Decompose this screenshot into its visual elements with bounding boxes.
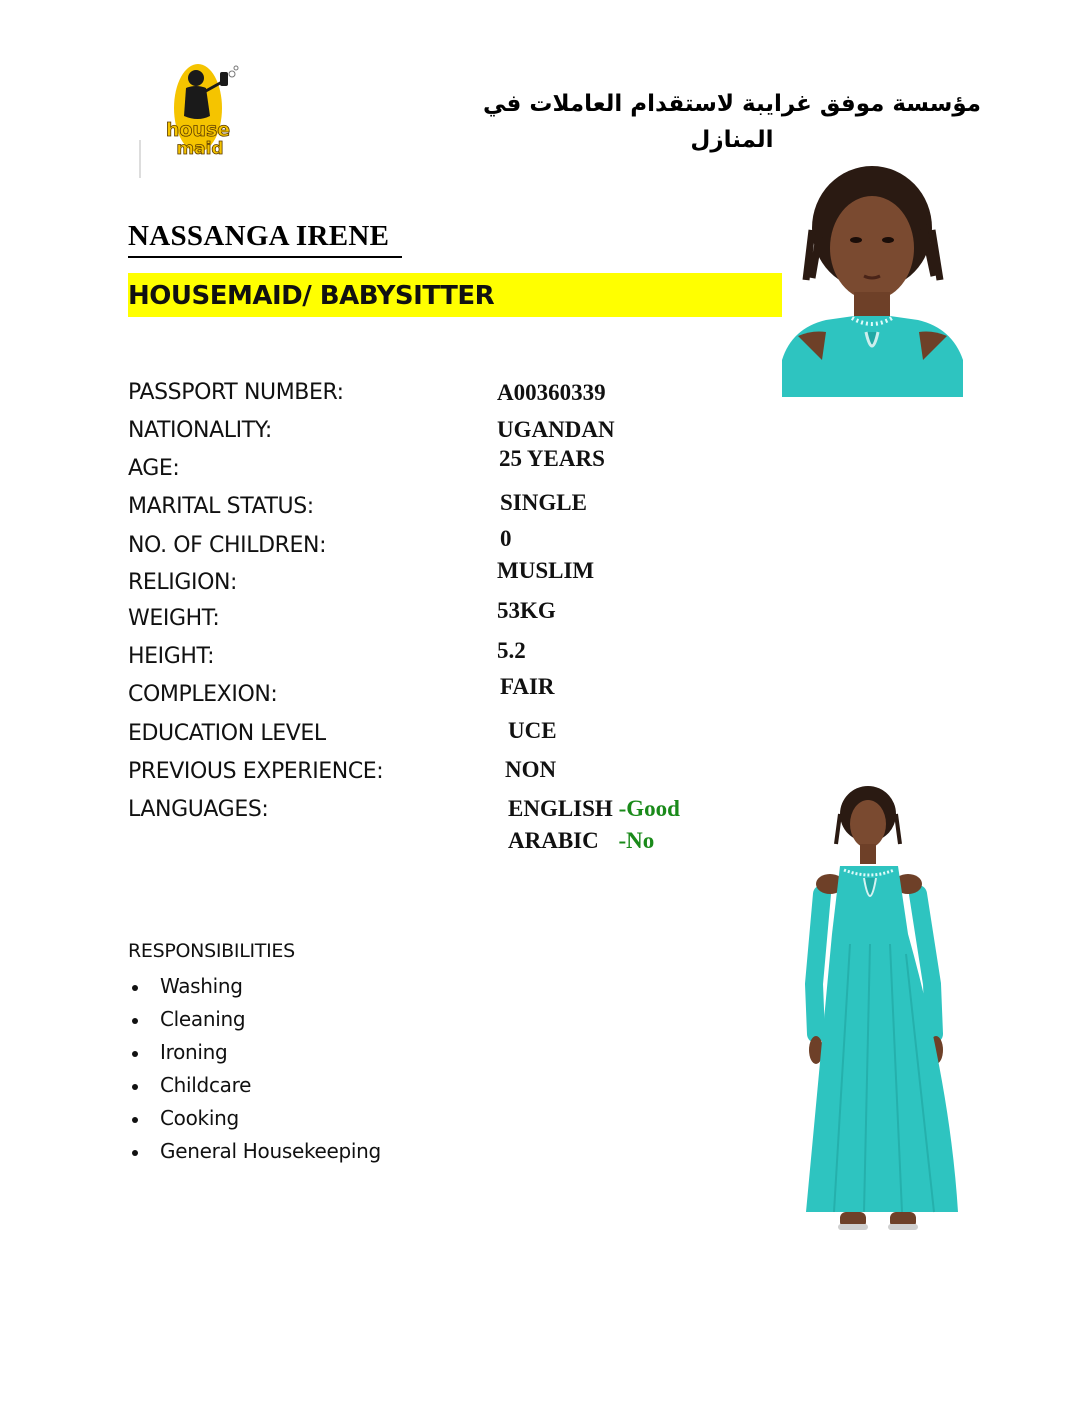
education-label: EDUCATION LEVEL <box>128 721 326 746</box>
complexion-label: COMPLEXION: <box>128 682 278 707</box>
weight-value: 53KG <box>497 598 556 623</box>
complexion-value: FAIR <box>500 674 555 699</box>
weight-label: WEIGHT: <box>128 606 220 631</box>
full-body-photo <box>800 784 965 1259</box>
candidate-role: HOUSEMAID/ BABYSITTER <box>128 281 495 311</box>
height-label: HEIGHT: <box>128 644 215 669</box>
age-label: AGE: <box>128 456 180 481</box>
age-value: 25 YEARS <box>499 446 605 471</box>
candidate-name: NASSANGA IRENE <box>128 220 390 252</box>
children-label: NO. OF CHILDREN: <box>128 533 327 558</box>
language-arabic <box>508 828 654 854</box>
list-item: General Housekeeping <box>128 1137 381 1170</box>
language-english <box>508 796 680 822</box>
religion-value: MUSLIM <box>497 558 595 583</box>
responsibilities-title: RESPONSIBILITIES <box>128 940 295 962</box>
height-value: 5.2 <box>497 638 526 663</box>
education-value: UCE <box>508 718 557 743</box>
responsibilities-list <box>128 972 381 1170</box>
marital-status-value: SINGLE <box>500 490 587 515</box>
languages-label: LANGUAGES: <box>128 797 269 822</box>
list-item: Cleaning <box>128 1005 381 1038</box>
list-item: Childcare <box>128 1071 381 1104</box>
logo-house-text: house <box>165 119 231 141</box>
nationality-value: UGANDAN <box>497 417 615 442</box>
passport-label: PASSPORT NUMBER: <box>128 380 344 405</box>
company-logo <box>136 44 268 178</box>
nationality-label: NATIONALITY: <box>128 418 272 443</box>
list-item: Ironing <box>128 1038 381 1071</box>
list-item: Washing <box>128 972 381 1005</box>
religion-label: RELIGION: <box>128 570 238 595</box>
children-value: 0 <box>500 526 512 551</box>
passport-value: A00360339 <box>497 380 606 405</box>
language-name: ENGLISH <box>508 796 613 821</box>
language-name: ARABIC <box>508 828 599 853</box>
agency-title-arabic: مؤسسة موفق غرايبة لاستقدام العاملات في المنازل <box>483 91 981 153</box>
marital-status-label: MARITAL STATUS: <box>128 494 314 519</box>
name-underline <box>128 256 402 258</box>
experience-value: NON <box>505 757 557 782</box>
portrait-photo <box>782 160 963 397</box>
experience-label: PREVIOUS EXPERIENCE: <box>128 759 384 784</box>
list-item: Cooking <box>128 1104 381 1137</box>
language-level: -No <box>618 828 655 853</box>
language-level: -Good <box>618 796 680 821</box>
logo-maid-text: maid <box>176 139 224 159</box>
